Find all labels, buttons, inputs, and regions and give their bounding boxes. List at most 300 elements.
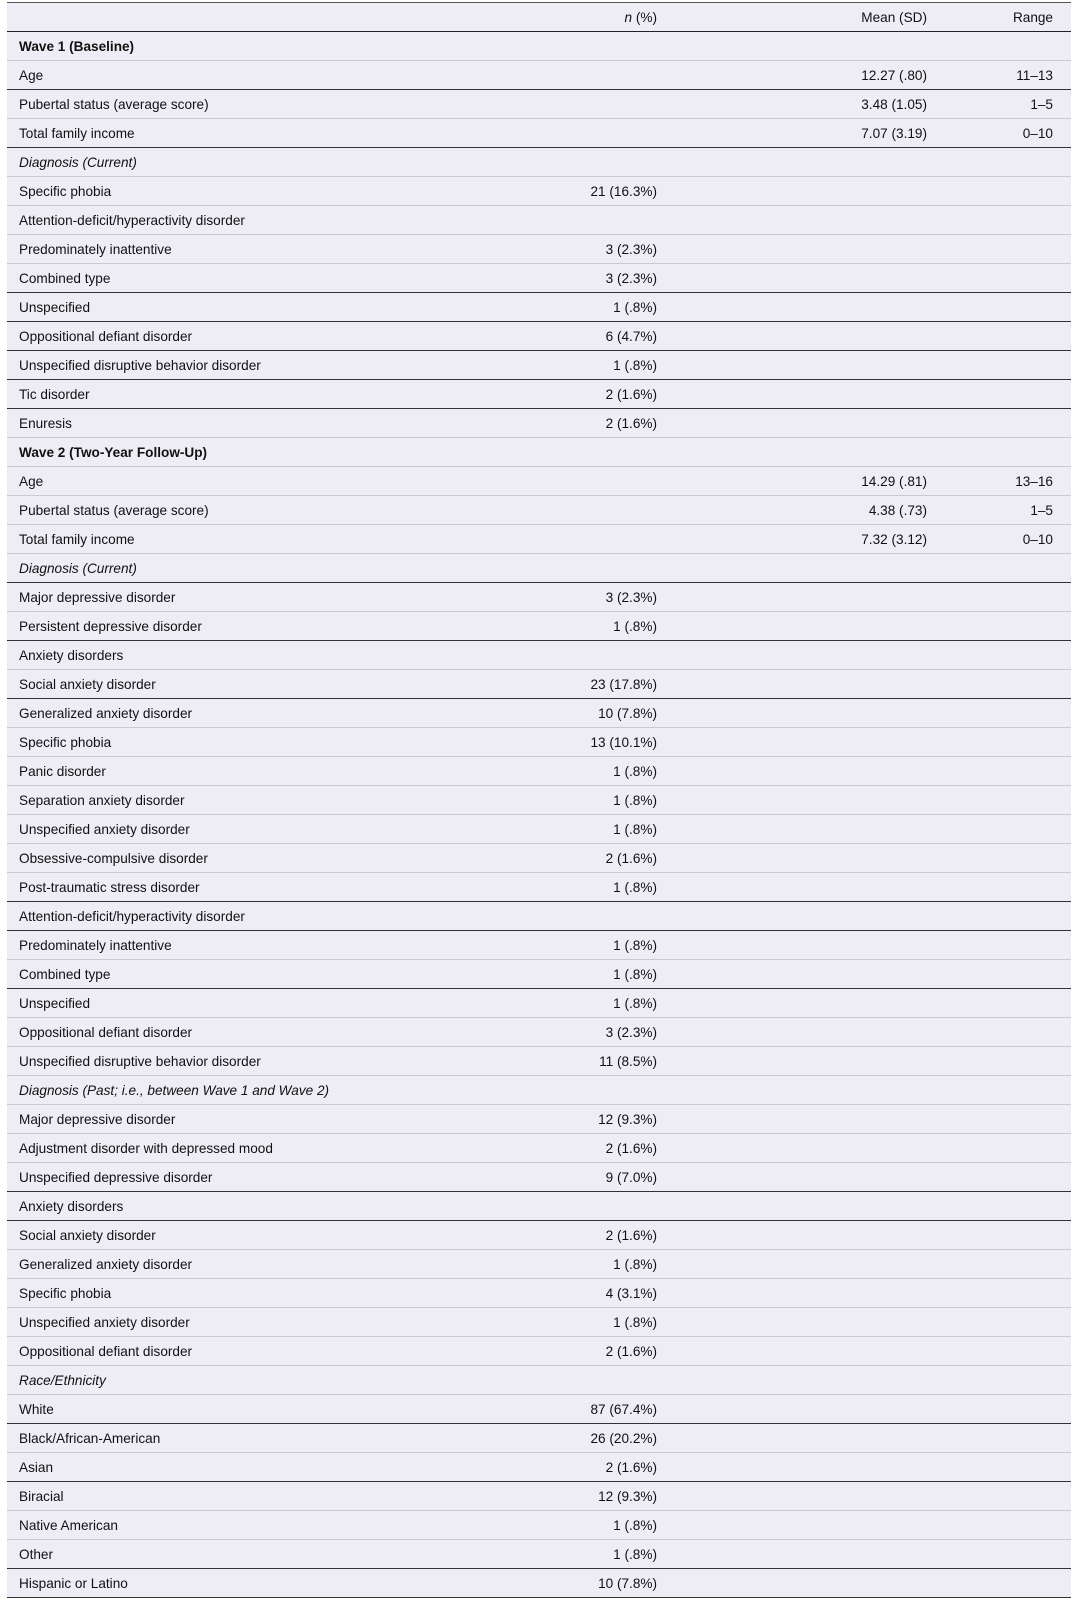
row-mean-sd xyxy=(657,380,927,409)
row-n-percent-value: 1 (.8%) xyxy=(613,357,657,373)
row-n-percent xyxy=(407,1134,657,1163)
table-row xyxy=(7,1366,1071,1395)
row-mean-sd xyxy=(657,525,927,554)
table-row xyxy=(7,322,1071,351)
row-n-percent-value: 10 (7.8%) xyxy=(598,705,657,721)
row-n-percent-value: 1 (.8%) xyxy=(613,618,657,634)
row-mean-sd xyxy=(657,670,927,699)
row-range xyxy=(927,1105,1071,1134)
table-body xyxy=(7,32,1071,1598)
row-mean-sd xyxy=(657,1105,927,1134)
row-label: Persistent depressive disorder xyxy=(7,612,407,641)
row-n-percent-value: 3 (2.3%) xyxy=(605,241,657,257)
row-label: Unspecified xyxy=(7,989,407,1018)
row-label: Combined type xyxy=(7,960,407,989)
row-mean-sd xyxy=(657,119,927,148)
row-n-percent xyxy=(407,1511,657,1540)
row-n-percent-value: 2 (1.6%) xyxy=(605,1343,657,1359)
row-range: 1–5 xyxy=(927,496,1071,525)
row-label: Anxiety disorders xyxy=(7,1192,407,1221)
row-range xyxy=(927,699,1071,728)
row-n-percent-value: 1 (.8%) xyxy=(613,792,657,808)
row-label: Oppositional defiant disorder xyxy=(7,1018,407,1047)
row-label: Attention-deficit/hyperactivity disorder xyxy=(7,902,407,931)
row-mean-sd xyxy=(657,61,927,90)
row-range xyxy=(927,931,1071,960)
row-n-percent-value: 2 (1.6%) xyxy=(605,1459,657,1475)
row-range: 11–13 xyxy=(927,61,1071,90)
header-mean-sd xyxy=(657,3,927,32)
row-n-percent xyxy=(407,699,657,728)
row-mean-sd xyxy=(657,728,927,757)
header-n-suffix: (%) xyxy=(632,9,657,25)
table-row xyxy=(7,902,1071,931)
table-row xyxy=(7,293,1071,322)
row-n-percent xyxy=(407,873,657,902)
row-n-percent xyxy=(407,1221,657,1250)
row-n-percent-value: 1 (.8%) xyxy=(613,1256,657,1272)
row-mean-sd xyxy=(657,1076,927,1105)
row-label: Unspecified anxiety disorder xyxy=(7,815,407,844)
row-mean-sd xyxy=(657,815,927,844)
row-n-percent xyxy=(407,1018,657,1047)
row-n-percent xyxy=(407,844,657,873)
row-label: Unspecified disruptive behavior disorder xyxy=(7,351,407,380)
table-row xyxy=(7,1076,1071,1105)
demographics-table xyxy=(7,2,1071,1598)
table-row xyxy=(7,583,1071,612)
row-mean-sd xyxy=(657,1482,927,1511)
row-label: Social anxiety disorder xyxy=(7,670,407,699)
row-mean-sd xyxy=(657,1163,927,1192)
row-mean-sd xyxy=(657,1337,927,1366)
row-mean-sd-value: 7.32 (3.12) xyxy=(861,531,927,547)
table-row xyxy=(7,815,1071,844)
row-mean-sd xyxy=(657,467,927,496)
table-row xyxy=(7,32,1071,61)
row-range xyxy=(927,1540,1071,1569)
table-row xyxy=(7,844,1071,873)
table-row xyxy=(7,554,1071,583)
row-mean-sd xyxy=(657,786,927,815)
row-n-percent xyxy=(407,1047,657,1076)
row-n-percent-value: 10 (7.8%) xyxy=(598,1575,657,1591)
row-label: Age xyxy=(7,467,407,496)
row-range xyxy=(927,32,1071,61)
row-n-percent-value: 3 (2.3%) xyxy=(605,270,657,286)
row-n-percent xyxy=(407,380,657,409)
row-n-percent xyxy=(407,264,657,293)
row-n-percent xyxy=(407,351,657,380)
row-range xyxy=(927,1250,1071,1279)
table-row xyxy=(7,525,1071,554)
row-label: Age xyxy=(7,61,407,90)
row-range xyxy=(927,1424,1071,1453)
row-label: Pubertal status (average score) xyxy=(7,496,407,525)
row-n-percent-value: 9 (7.0%) xyxy=(605,1169,657,1185)
row-label: Native American xyxy=(7,1511,407,1540)
row-label: Specific phobia xyxy=(7,177,407,206)
row-n-percent-value: 1 (.8%) xyxy=(613,995,657,1011)
table-row xyxy=(7,119,1071,148)
row-n-percent xyxy=(407,1279,657,1308)
row-n-percent-value: 23 (17.8%) xyxy=(590,676,657,692)
row-n-percent xyxy=(407,90,657,119)
row-label: Unspecified xyxy=(7,293,407,322)
row-mean-sd xyxy=(657,206,927,235)
row-n-percent-value: 4 (3.1%) xyxy=(605,1285,657,1301)
row-range xyxy=(927,148,1071,177)
row-range xyxy=(927,1308,1071,1337)
table-row xyxy=(7,873,1071,902)
row-mean-sd xyxy=(657,699,927,728)
row-n-percent-value: 21 (16.3%) xyxy=(590,183,657,199)
table-row xyxy=(7,264,1071,293)
row-range xyxy=(927,438,1071,467)
row-mean-sd xyxy=(657,757,927,786)
row-range xyxy=(927,1192,1071,1221)
row-n-percent-value: 12 (9.3%) xyxy=(598,1111,657,1127)
row-range xyxy=(927,380,1071,409)
row-label: Race/Ethnicity xyxy=(7,1366,407,1395)
row-mean-sd xyxy=(657,409,927,438)
row-label: Oppositional defiant disorder xyxy=(7,1337,407,1366)
row-range xyxy=(927,583,1071,612)
row-range xyxy=(927,1569,1071,1598)
table-row xyxy=(7,670,1071,699)
row-n-percent-value: 1 (.8%) xyxy=(613,879,657,895)
row-range xyxy=(927,612,1071,641)
row-range xyxy=(927,1482,1071,1511)
row-range xyxy=(927,786,1071,815)
row-n-percent xyxy=(407,148,657,177)
row-n-percent xyxy=(407,583,657,612)
row-range xyxy=(927,873,1071,902)
table-row xyxy=(7,1337,1071,1366)
table-row xyxy=(7,1569,1071,1598)
row-label: Wave 2 (Two-Year Follow-Up) xyxy=(7,438,407,467)
row-range xyxy=(927,1279,1071,1308)
row-n-percent-value: 87 (67.4%) xyxy=(590,1401,657,1417)
row-n-percent xyxy=(407,1192,657,1221)
row-range: 1–5 xyxy=(927,90,1071,119)
row-mean-sd xyxy=(657,1453,927,1482)
row-mean-sd xyxy=(657,1308,927,1337)
row-n-percent xyxy=(407,1569,657,1598)
row-mean-sd xyxy=(657,1047,927,1076)
row-n-percent-value: 1 (.8%) xyxy=(613,1314,657,1330)
row-mean-sd xyxy=(657,902,927,931)
row-n-percent xyxy=(407,1105,657,1134)
row-label: Biracial xyxy=(7,1482,407,1511)
row-mean-sd xyxy=(657,264,927,293)
table-row xyxy=(7,1279,1071,1308)
row-n-percent xyxy=(407,177,657,206)
row-n-percent xyxy=(407,1308,657,1337)
row-mean-sd xyxy=(657,90,927,119)
table-container xyxy=(7,2,1071,1598)
row-mean-sd xyxy=(657,177,927,206)
table-row xyxy=(7,177,1071,206)
table-row xyxy=(7,641,1071,670)
row-n-percent xyxy=(407,438,657,467)
table-row xyxy=(7,699,1071,728)
row-label: Attention-deficit/hyperactivity disorder xyxy=(7,206,407,235)
header-mean-sd-text: Mean (SD) xyxy=(861,9,927,25)
row-label: Diagnosis (Current) xyxy=(7,554,407,583)
row-n-percent-value: 1 (.8%) xyxy=(613,1517,657,1533)
row-label: Enuresis xyxy=(7,409,407,438)
row-label: Other xyxy=(7,1540,407,1569)
row-mean-sd xyxy=(657,844,927,873)
header-row xyxy=(7,3,1071,32)
row-range xyxy=(927,1221,1071,1250)
row-label: Unspecified anxiety disorder xyxy=(7,1308,407,1337)
row-mean-sd xyxy=(657,235,927,264)
table-row xyxy=(7,1134,1071,1163)
row-label: Specific phobia xyxy=(7,728,407,757)
table-row xyxy=(7,612,1071,641)
row-n-percent xyxy=(407,1453,657,1482)
row-range xyxy=(927,960,1071,989)
row-mean-sd xyxy=(657,1250,927,1279)
row-n-percent xyxy=(407,322,657,351)
row-n-percent xyxy=(407,525,657,554)
table-row xyxy=(7,1453,1071,1482)
row-n-percent-value: 12 (9.3%) xyxy=(598,1488,657,1504)
row-range xyxy=(927,554,1071,583)
row-range xyxy=(927,293,1071,322)
table-row xyxy=(7,467,1071,496)
row-mean-sd xyxy=(657,1192,927,1221)
row-range: 0–10 xyxy=(927,119,1071,148)
row-n-percent xyxy=(407,989,657,1018)
row-n-percent-value: 1 (.8%) xyxy=(613,821,657,837)
row-range xyxy=(927,1453,1071,1482)
header-n-italic: n xyxy=(624,9,633,25)
row-n-percent-value: 1 (.8%) xyxy=(613,763,657,779)
row-n-percent-value: 2 (1.6%) xyxy=(605,1140,657,1156)
row-range xyxy=(927,757,1071,786)
row-range xyxy=(927,1337,1071,1366)
row-range xyxy=(927,844,1071,873)
table-row xyxy=(7,235,1071,264)
row-n-percent-value: 1 (.8%) xyxy=(613,299,657,315)
table-row xyxy=(7,409,1071,438)
row-mean-sd-value: 3.48 (1.05) xyxy=(861,96,927,112)
table-row xyxy=(7,728,1071,757)
row-label: White xyxy=(7,1395,407,1424)
row-n-percent xyxy=(407,728,657,757)
row-n-percent-value: 3 (2.3%) xyxy=(605,1024,657,1040)
row-label: Unspecified depressive disorder xyxy=(7,1163,407,1192)
row-n-percent xyxy=(407,815,657,844)
row-label: Generalized anxiety disorder xyxy=(7,1250,407,1279)
row-range xyxy=(927,902,1071,931)
row-mean-sd xyxy=(657,1424,927,1453)
row-label: Black/African-American xyxy=(7,1424,407,1453)
row-n-percent xyxy=(407,554,657,583)
row-n-percent xyxy=(407,757,657,786)
row-n-percent-value: 1 (.8%) xyxy=(613,1546,657,1562)
row-mean-sd xyxy=(657,1018,927,1047)
row-n-percent xyxy=(407,496,657,525)
table-row xyxy=(7,438,1071,467)
row-range xyxy=(927,1134,1071,1163)
row-range xyxy=(927,1163,1071,1192)
row-mean-sd xyxy=(657,931,927,960)
row-range xyxy=(927,641,1071,670)
row-n-percent xyxy=(407,1337,657,1366)
row-n-percent-value: 11 (8.5%) xyxy=(599,1053,657,1069)
row-mean-sd xyxy=(657,438,927,467)
table-row xyxy=(7,1424,1071,1453)
table-row xyxy=(7,1221,1071,1250)
row-label: Generalized anxiety disorder xyxy=(7,699,407,728)
row-mean-sd xyxy=(657,612,927,641)
row-mean-sd xyxy=(657,351,927,380)
table-row xyxy=(7,380,1071,409)
row-mean-sd xyxy=(657,32,927,61)
row-label: Total family income xyxy=(7,525,407,554)
row-n-percent-value: 1 (.8%) xyxy=(613,937,657,953)
row-range xyxy=(927,409,1071,438)
table-row xyxy=(7,960,1071,989)
row-mean-sd xyxy=(657,1511,927,1540)
row-range xyxy=(927,177,1071,206)
row-mean-sd-value: 12.27 (.80) xyxy=(861,67,927,83)
row-mean-sd xyxy=(657,989,927,1018)
row-mean-sd xyxy=(657,293,927,322)
row-label: Major depressive disorder xyxy=(7,583,407,612)
row-range xyxy=(927,351,1071,380)
row-label: Anxiety disorders xyxy=(7,641,407,670)
table-row xyxy=(7,1395,1071,1424)
row-range xyxy=(927,815,1071,844)
table-row xyxy=(7,989,1071,1018)
row-label: Post-traumatic stress disorder xyxy=(7,873,407,902)
row-n-percent xyxy=(407,1424,657,1453)
row-n-percent xyxy=(407,1163,657,1192)
row-label: Social anxiety disorder xyxy=(7,1221,407,1250)
row-n-percent-value: 2 (1.6%) xyxy=(605,1227,657,1243)
row-n-percent-value: 3 (2.3%) xyxy=(605,589,657,605)
row-mean-sd xyxy=(657,1221,927,1250)
row-label: Separation anxiety disorder xyxy=(7,786,407,815)
row-n-percent xyxy=(407,1366,657,1395)
row-mean-sd xyxy=(657,583,927,612)
row-n-percent xyxy=(407,1076,657,1105)
row-label: Diagnosis (Past; i.e., between Wave 1 and Wave 2) xyxy=(7,1076,407,1105)
row-label: Tic disorder xyxy=(7,380,407,409)
table-row xyxy=(7,786,1071,815)
table-row xyxy=(7,206,1071,235)
row-range xyxy=(927,1018,1071,1047)
row-n-percent-value: 2 (1.6%) xyxy=(605,415,657,431)
row-mean-sd xyxy=(657,873,927,902)
row-n-percent xyxy=(407,467,657,496)
table-row xyxy=(7,1250,1071,1279)
table-row xyxy=(7,496,1071,525)
row-n-percent xyxy=(407,1540,657,1569)
table-row xyxy=(7,1192,1071,1221)
row-mean-sd xyxy=(657,960,927,989)
row-label: Pubertal status (average score) xyxy=(7,90,407,119)
row-n-percent-value: 13 (10.1%) xyxy=(590,734,657,750)
table-row xyxy=(7,148,1071,177)
row-mean-sd xyxy=(657,496,927,525)
table-row xyxy=(7,931,1071,960)
table-row xyxy=(7,1482,1071,1511)
header-label xyxy=(7,3,407,32)
row-n-percent xyxy=(407,931,657,960)
row-label: Oppositional defiant disorder xyxy=(7,322,407,351)
row-label: Obsessive-compulsive disorder xyxy=(7,844,407,873)
row-n-percent xyxy=(407,119,657,148)
row-n-percent-value: 1 (.8%) xyxy=(613,966,657,982)
row-label: Unspecified disruptive behavior disorder xyxy=(7,1047,407,1076)
row-label: Combined type xyxy=(7,264,407,293)
row-label: Total family income xyxy=(7,119,407,148)
row-label: Asian xyxy=(7,1453,407,1482)
table-row xyxy=(7,351,1071,380)
table-row xyxy=(7,1511,1071,1540)
row-mean-sd-value: 14.29 (.81) xyxy=(861,473,927,489)
row-n-percent xyxy=(407,786,657,815)
table-row xyxy=(7,1018,1071,1047)
row-label: Diagnosis (Current) xyxy=(7,148,407,177)
row-n-percent xyxy=(407,641,657,670)
table-row xyxy=(7,1105,1071,1134)
row-range xyxy=(927,206,1071,235)
row-label: Specific phobia xyxy=(7,1279,407,1308)
row-n-percent xyxy=(407,409,657,438)
row-mean-sd-value: 7.07 (3.19) xyxy=(861,125,927,141)
row-range xyxy=(927,670,1071,699)
header-range: Range xyxy=(927,3,1071,32)
row-range xyxy=(927,728,1071,757)
row-mean-sd xyxy=(657,1569,927,1598)
row-n-percent-value: 2 (1.6%) xyxy=(605,386,657,402)
table-row xyxy=(7,90,1071,119)
row-mean-sd xyxy=(657,1540,927,1569)
row-label: Predominately inattentive xyxy=(7,931,407,960)
row-n-percent xyxy=(407,612,657,641)
row-label: Major depressive disorder xyxy=(7,1105,407,1134)
row-label: Panic disorder xyxy=(7,757,407,786)
row-mean-sd xyxy=(657,1366,927,1395)
row-mean-sd-value: 4.38 (.73) xyxy=(868,502,927,518)
table-row xyxy=(7,1163,1071,1192)
row-range xyxy=(927,989,1071,1018)
header-n-percent xyxy=(407,3,657,32)
row-n-percent xyxy=(407,32,657,61)
row-n-percent-value: 2 (1.6%) xyxy=(605,850,657,866)
row-n-percent-value: 6 (4.7%) xyxy=(605,328,657,344)
row-mean-sd xyxy=(657,1279,927,1308)
row-n-percent xyxy=(407,960,657,989)
table-row xyxy=(7,1308,1071,1337)
row-mean-sd xyxy=(657,641,927,670)
row-range xyxy=(927,322,1071,351)
row-n-percent-value: 26 (20.2%) xyxy=(590,1430,657,1446)
row-n-percent xyxy=(407,235,657,264)
row-n-percent xyxy=(407,293,657,322)
table-row xyxy=(7,757,1071,786)
row-range: 0–10 xyxy=(927,525,1071,554)
row-n-percent xyxy=(407,206,657,235)
row-mean-sd xyxy=(657,554,927,583)
